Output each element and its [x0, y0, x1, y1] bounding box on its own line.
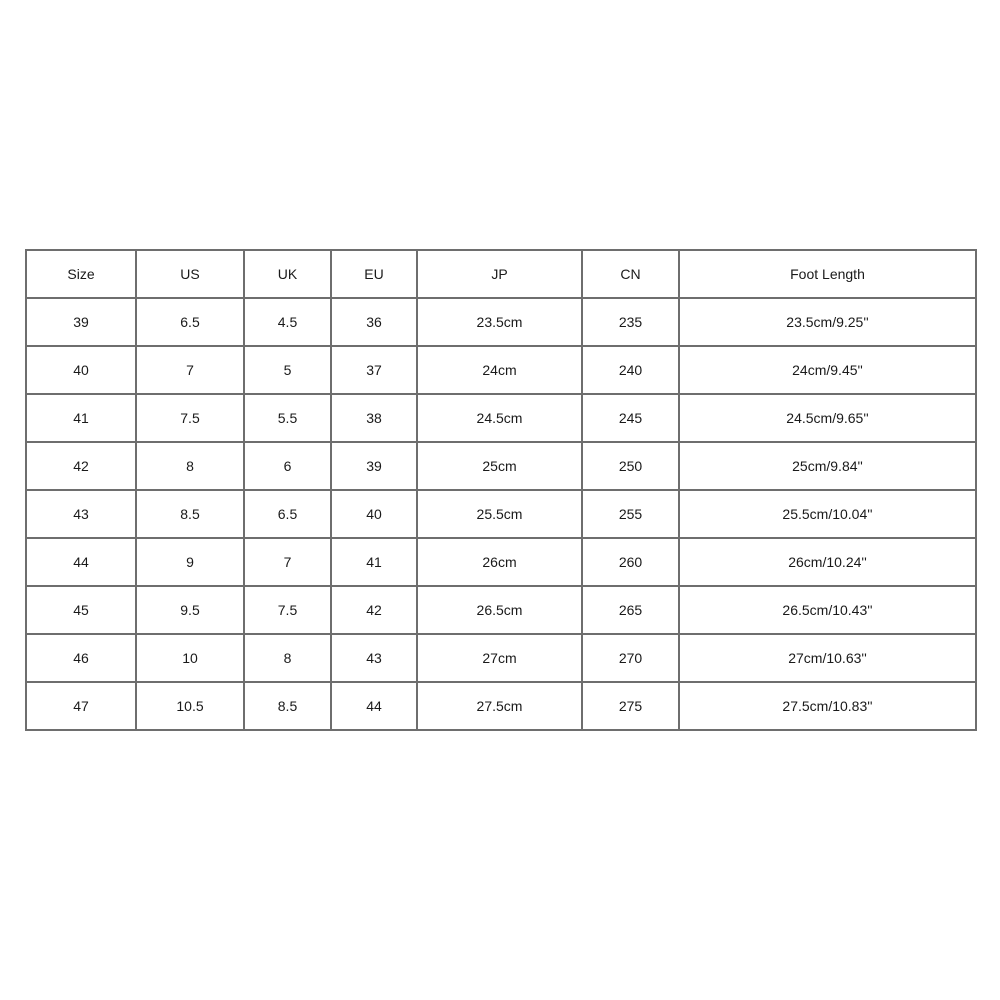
cell-size: 47: [26, 682, 136, 730]
cell-foot-length: 25.5cm/10.04'': [679, 490, 976, 538]
cell-size: 40: [26, 346, 136, 394]
size-chart-table: [25, 249, 977, 731]
cell-uk: 5: [244, 346, 331, 394]
table-row: [26, 490, 976, 538]
cell-cn: 265: [582, 586, 679, 634]
cell-eu: 44: [331, 682, 417, 730]
cell-foot-length: 24cm/9.45'': [679, 346, 976, 394]
cell-foot-length: 23.5cm/9.25'': [679, 298, 976, 346]
table-row: [26, 634, 976, 682]
table-header-row: [26, 250, 976, 298]
cell-eu: 40: [331, 490, 417, 538]
header-foot-length: Foot Length: [679, 250, 976, 298]
cell-us: 9: [136, 538, 244, 586]
cell-eu: 43: [331, 634, 417, 682]
cell-uk: 6.5: [244, 490, 331, 538]
cell-uk: 7.5: [244, 586, 331, 634]
cell-us: 7.5: [136, 394, 244, 442]
header-jp: JP: [417, 250, 582, 298]
cell-foot-length: 27.5cm/10.83'': [679, 682, 976, 730]
cell-eu: 37: [331, 346, 417, 394]
table-row: [26, 442, 976, 490]
table-row: [26, 538, 976, 586]
cell-uk: 4.5: [244, 298, 331, 346]
cell-cn: 240: [582, 346, 679, 394]
cell-cn: 245: [582, 394, 679, 442]
cell-size: 44: [26, 538, 136, 586]
cell-size: 41: [26, 394, 136, 442]
table-row: [26, 586, 976, 634]
cell-foot-length: 24.5cm/9.65'': [679, 394, 976, 442]
cell-jp: 26cm: [417, 538, 582, 586]
cell-size: 42: [26, 442, 136, 490]
cell-us: 10: [136, 634, 244, 682]
cell-size: 39: [26, 298, 136, 346]
cell-us: 7: [136, 346, 244, 394]
header-size: Size: [26, 250, 136, 298]
cell-us: 6.5: [136, 298, 244, 346]
table-row: [26, 682, 976, 730]
cell-eu: 41: [331, 538, 417, 586]
header-uk: UK: [244, 250, 331, 298]
cell-uk: 8: [244, 634, 331, 682]
header-us: US: [136, 250, 244, 298]
cell-uk: 5.5: [244, 394, 331, 442]
cell-jp: 27.5cm: [417, 682, 582, 730]
table-row: [26, 298, 976, 346]
cell-size: 46: [26, 634, 136, 682]
cell-cn: 260: [582, 538, 679, 586]
table-row: [26, 346, 976, 394]
cell-cn: 275: [582, 682, 679, 730]
cell-uk: 7: [244, 538, 331, 586]
cell-jp: 24.5cm: [417, 394, 582, 442]
cell-jp: 23.5cm: [417, 298, 582, 346]
cell-uk: 6: [244, 442, 331, 490]
cell-eu: 36: [331, 298, 417, 346]
cell-size: 43: [26, 490, 136, 538]
cell-jp: 26.5cm: [417, 586, 582, 634]
cell-foot-length: 26.5cm/10.43'': [679, 586, 976, 634]
cell-foot-length: 25cm/9.84'': [679, 442, 976, 490]
header-eu: EU: [331, 250, 417, 298]
header-cn: CN: [582, 250, 679, 298]
cell-foot-length: 26cm/10.24'': [679, 538, 976, 586]
cell-eu: 38: [331, 394, 417, 442]
cell-jp: 25cm: [417, 442, 582, 490]
cell-cn: 270: [582, 634, 679, 682]
table-row: [26, 394, 976, 442]
cell-uk: 8.5: [244, 682, 331, 730]
cell-eu: 39: [331, 442, 417, 490]
cell-us: 9.5: [136, 586, 244, 634]
cell-jp: 27cm: [417, 634, 582, 682]
cell-eu: 42: [331, 586, 417, 634]
cell-jp: 25.5cm: [417, 490, 582, 538]
cell-us: 8: [136, 442, 244, 490]
cell-us: 10.5: [136, 682, 244, 730]
cell-foot-length: 27cm/10.63'': [679, 634, 976, 682]
cell-cn: 250: [582, 442, 679, 490]
cell-size: 45: [26, 586, 136, 634]
cell-jp: 24cm: [417, 346, 582, 394]
cell-us: 8.5: [136, 490, 244, 538]
cell-cn: 235: [582, 298, 679, 346]
cell-cn: 255: [582, 490, 679, 538]
